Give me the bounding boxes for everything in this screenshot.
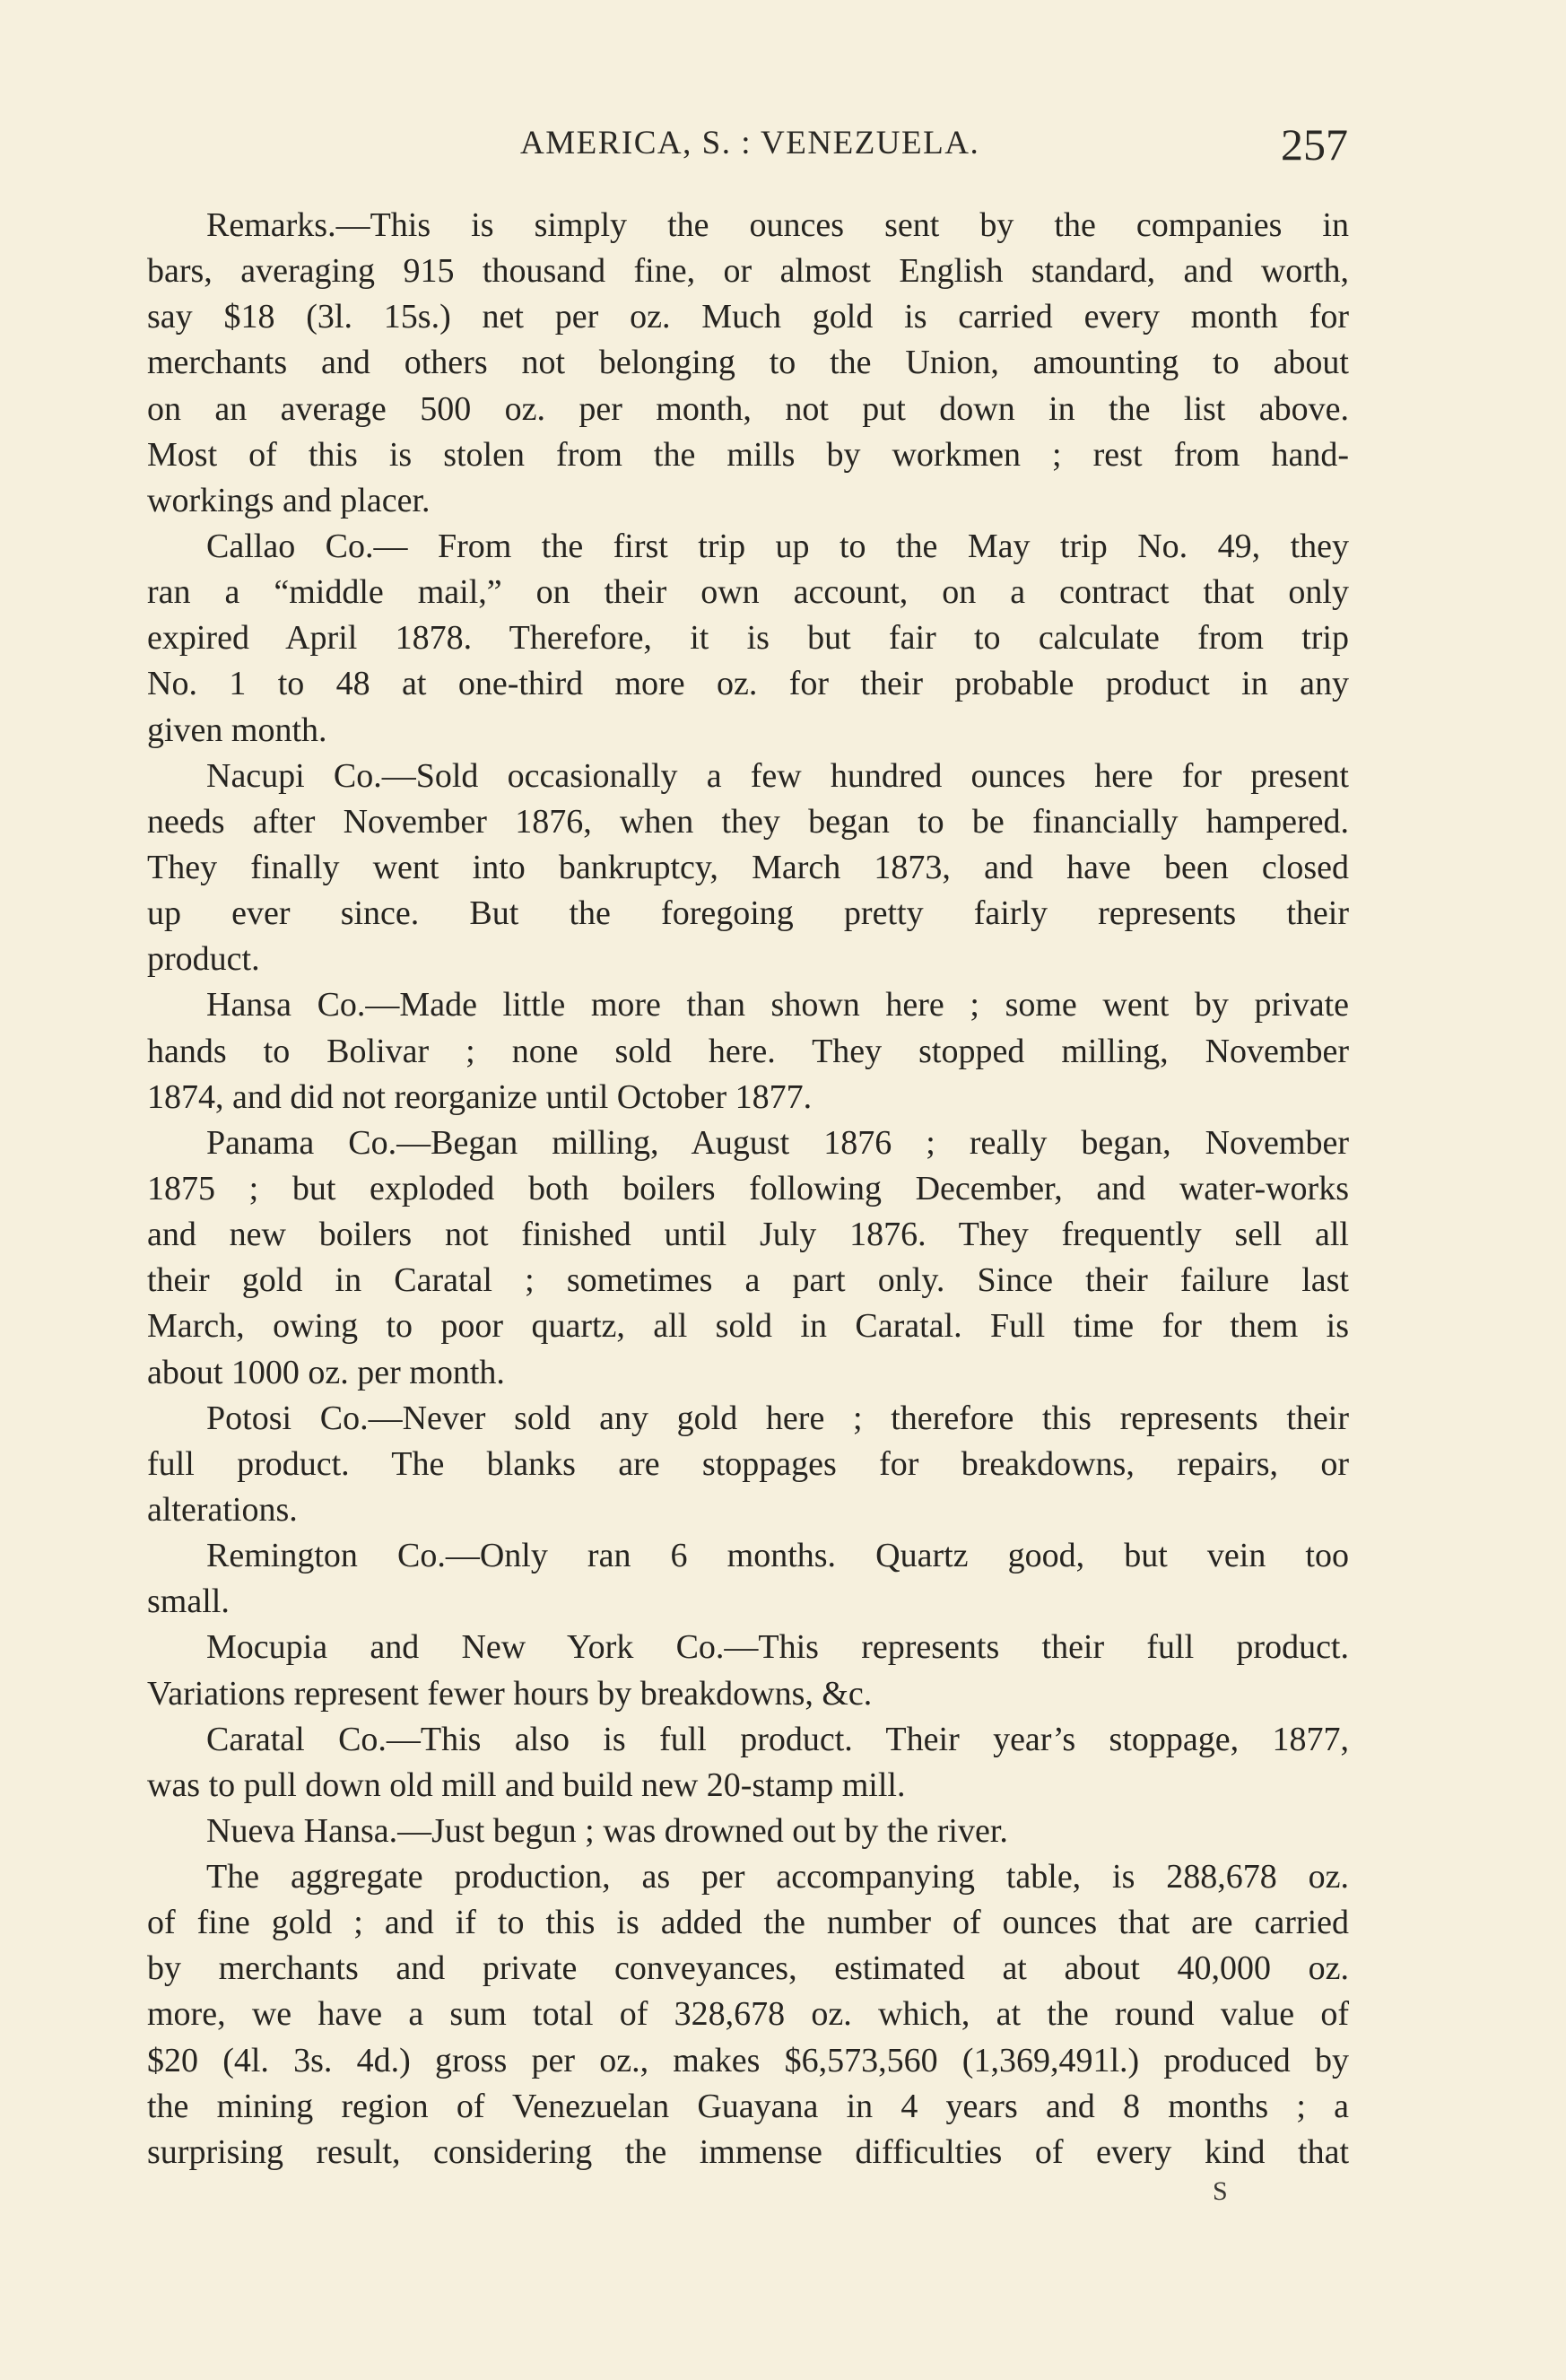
text-line: given month. <box>147 711 327 749</box>
text-line: Most of this is stolen from the mills by workmen ; rest from hand- <box>147 435 1349 474</box>
text-line: March, owing to poor quartz, all sold in Caratal. Full time for them is <box>147 1307 1349 1346</box>
text-line: Mocupia and New York Co.—This represents their full product. <box>206 1628 1349 1667</box>
text-line: They finally went into bankruptcy, March 1873, and have been closed <box>147 848 1349 886</box>
text-line: Callao Co.— From the first trip up to the May trip No. 49, they <box>206 527 1349 565</box>
text-line: of fine gold ; and if to this is added the number of ounces that are carried <box>147 1904 1349 1942</box>
text-line: Nueva Hansa.—Just begun ; was drowned out by the river. <box>206 1811 1008 1850</box>
text-line: was to pull down old mill and build new 20-stamp mill. <box>147 1765 906 1804</box>
text-line: on an average 500 oz. per month, not put down in the list above. <box>147 389 1349 428</box>
text-line: more, we have a sum total of 328,678 oz. which, at the round value of <box>147 1995 1349 2034</box>
text-line: the mining region of Venezuelan Guayana in 4 years and 8 months ; a <box>147 2087 1349 2125</box>
text-line: alterations. <box>147 1490 298 1529</box>
text-line: No. 1 to 48 at one-third more oz. for their probable product in any <box>147 665 1349 703</box>
signature-mark: S <box>1213 2176 1228 2206</box>
text-line: ran a “middle mail,” on their own account, on a contract that only <box>147 573 1349 612</box>
text-line: Remarks.—This is simply the ounces sent by the companies in <box>206 206 1349 244</box>
text-line: 1875 ; but exploded both boilers following December, and water-works <box>147 1169 1349 1207</box>
text-line: small. <box>147 1582 230 1621</box>
text-line: Caratal Co.—This also is full product. Their year’s stoppage, 1877, <box>206 1720 1349 1758</box>
text-line: expired April 1878. Therefore, it is but fair to calculate from trip <box>147 619 1349 658</box>
text-line: say $18 (3l. 15s.) net per oz. Much gold is carried every month for <box>147 298 1349 336</box>
text-line: product. <box>147 940 260 979</box>
text-line: Remington Co.—Only ran 6 months. Quartz good, but vein too <box>206 1537 1349 1575</box>
text-line: Variations represent fewer hours by breakdowns, &c. <box>147 1674 873 1713</box>
text-line: by merchants and private conveyances, estimated at about 40,000 oz. <box>147 1949 1349 1988</box>
running-title: AMERICA, S. : VENEZUELA. <box>520 125 980 161</box>
text-line: their gold in Caratal ; sometimes a part only. Since their failure last <box>147 1261 1349 1300</box>
text-line: 1874, and did not reorganize until October 1877. <box>147 1077 813 1116</box>
text-line: up ever since. But the foregoing pretty fairly represents their <box>147 894 1349 933</box>
text-line: Nacupi Co.—Sold occasionally a few hundred ounces here for present <box>206 756 1349 795</box>
text-line: full product. The blanks are stoppages for breakdowns, repairs, or <box>147 1444 1349 1483</box>
text-line: Panama Co.—Began milling, August 1876 ; really began, November <box>206 1123 1349 1162</box>
text-line: $20 (4l. 3s. 4d.) gross per oz., makes $6,573,560 (1,369,491l.) produced by <box>147 2041 1349 2079</box>
page-number: 257 <box>1281 119 1348 170</box>
text-line: surprising result, considering the immense difficulties of every kind that <box>147 2132 1349 2171</box>
text-line: about 1000 oz. per month. <box>147 1353 505 1391</box>
text-line: Potosi Co.—Never sold any gold here ; therefore this represents their <box>206 1399 1349 1437</box>
text-line: merchants and others not belonging to the Union, amounting to about <box>147 344 1349 382</box>
text-line: bars, averaging 915 thousand fine, or almost English standard, and worth, <box>147 252 1349 291</box>
text-line: and new boilers not finished until July 1876. They frequently sell all <box>147 1216 1349 1254</box>
text-line: workings and placer. <box>147 481 431 519</box>
text-line: The aggregate production, as per accompanying table, is 288,678 oz. <box>206 1858 1349 1896</box>
text-line: Hansa Co.—Made little more than shown here ; some went by private <box>206 986 1349 1024</box>
text-line: needs after November 1876, when they began to be financially hampered. <box>147 802 1349 841</box>
text-line: hands to Bolivar ; none sold here. They stopped milling, November <box>147 1032 1349 1070</box>
body-text <box>147 203 1349 2175</box>
